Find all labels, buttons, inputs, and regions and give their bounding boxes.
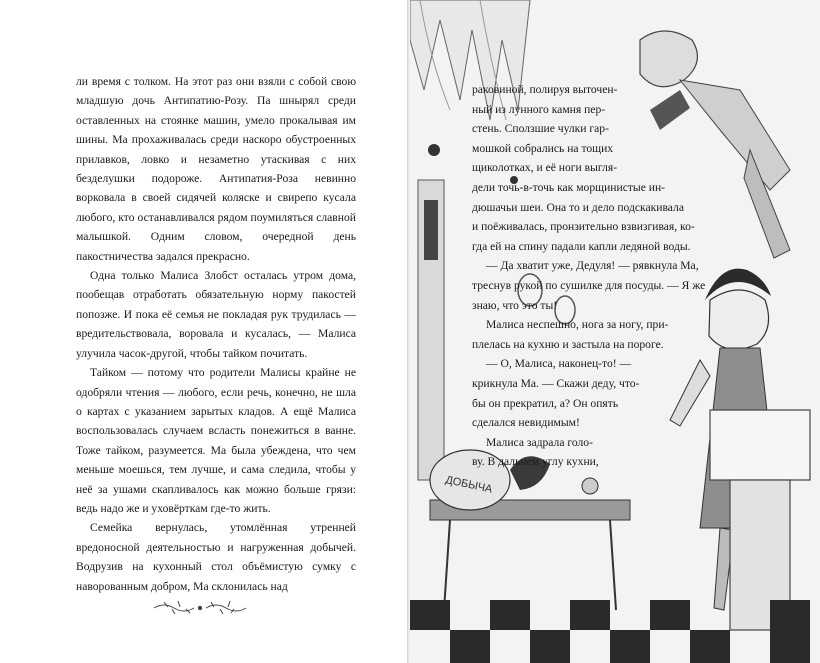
right-line: бы он прекратил, а? Он опять <box>472 396 619 410</box>
right-text-block <box>472 80 706 472</box>
paragraph-4: Семейка вернулась, утомлённая утренней вредоносной деятельностью и нагруженная добычей. Водрузив на кухонный стол объёмистую сумку с наворованным добром, Ма склонилась над <box>76 521 356 593</box>
bag-label: ДОБЫЧА <box>444 474 494 496</box>
right-line: дюшачьи шеи. Она то и дело подскакивала <box>472 200 684 214</box>
right-line: Малиса задрала голо- <box>486 435 593 449</box>
left-text-block <box>76 72 356 596</box>
right-line: гда ей на спину падали капли ледяной воды. <box>472 239 691 253</box>
right-line: — О, Малиса, наконец-то! — <box>486 357 632 371</box>
floral-ornament-icon <box>150 598 250 618</box>
right-line: ву. В дальнем углу кухни, <box>472 455 599 469</box>
right-line: дели точь-в-точь как морщинистые ин- <box>472 180 666 194</box>
paragraph-3: Тайком — потому что родители Малисы крайне не одобряли чтения — любого, если речь, конечно, не шла о картах с указанием зарытых кладов. А ещё Малиса воспользовалась случаем всласть понежиться в ванне. Тоже тайком, разумеется. Ма была убеждена, что чем меньше моешься, тем лучше, и сама следила, чтобы у неё за ушами скапливалось как можно больше грязи: ведь надо же и уховёрткам где-то жить. <box>76 366 356 515</box>
right-line: Малиса неспешно, нога за ногу, при- <box>486 318 669 332</box>
paragraph-1: ли время с толком. На этот раз они взяли с собой свою младшую дочь Антипатию-Розу. Па шнырял среди оставленных на стоянке машин, умело прокалывая им шины. Ма прохаживалась среди наскоро обустроенных прилавков, ловко и незаметно утаскивая с них безделушки подороже. Антипатия-Роза невинно ворковала в своей сидячей коляске и свирепо кусала любого, кто останавливался рядом поумиляться славной малышкой. Одним словом, очередной день пакостничества задался прекрасно. <box>76 75 356 263</box>
right-line: — Да хватит уже, Дедуля! — рявкнула Ма, <box>486 259 699 273</box>
right-line: крикнула Ма. — Скажи деду, что- <box>472 376 640 390</box>
right-line: треснув рукой по сушилке для посуды. — Я же <box>472 278 706 292</box>
right-line: раковиной, полируя выточен- <box>472 83 618 96</box>
right-line: и поёживалась, пронзительно взвизгивая, ко- <box>472 220 695 234</box>
right-line: стень. Сползшие чулки гар- <box>472 122 609 136</box>
left-page <box>0 0 408 663</box>
right-line: плелась на кухню и застыла на пороге. <box>472 337 664 351</box>
paragraph-2: Одна только Малиса Злобст осталась утром дома, пообещав отработать обязательную норму пакостей попозже. И пока её семья не покладая рук трудилась — вредительствовала, воровала и кусалась, — Малиса улучила часок-другой, чтобы тайком почитать. <box>76 269 356 360</box>
right-line: щиколотках, и её ноги выгля- <box>472 161 618 175</box>
right-line: ный из лунного камня пер- <box>472 102 606 116</box>
right-line: знаю, что это ты! <box>472 298 558 312</box>
right-line: мошкой собрались на тощих <box>472 141 614 155</box>
right-line: сделался невидимым! <box>472 416 580 430</box>
